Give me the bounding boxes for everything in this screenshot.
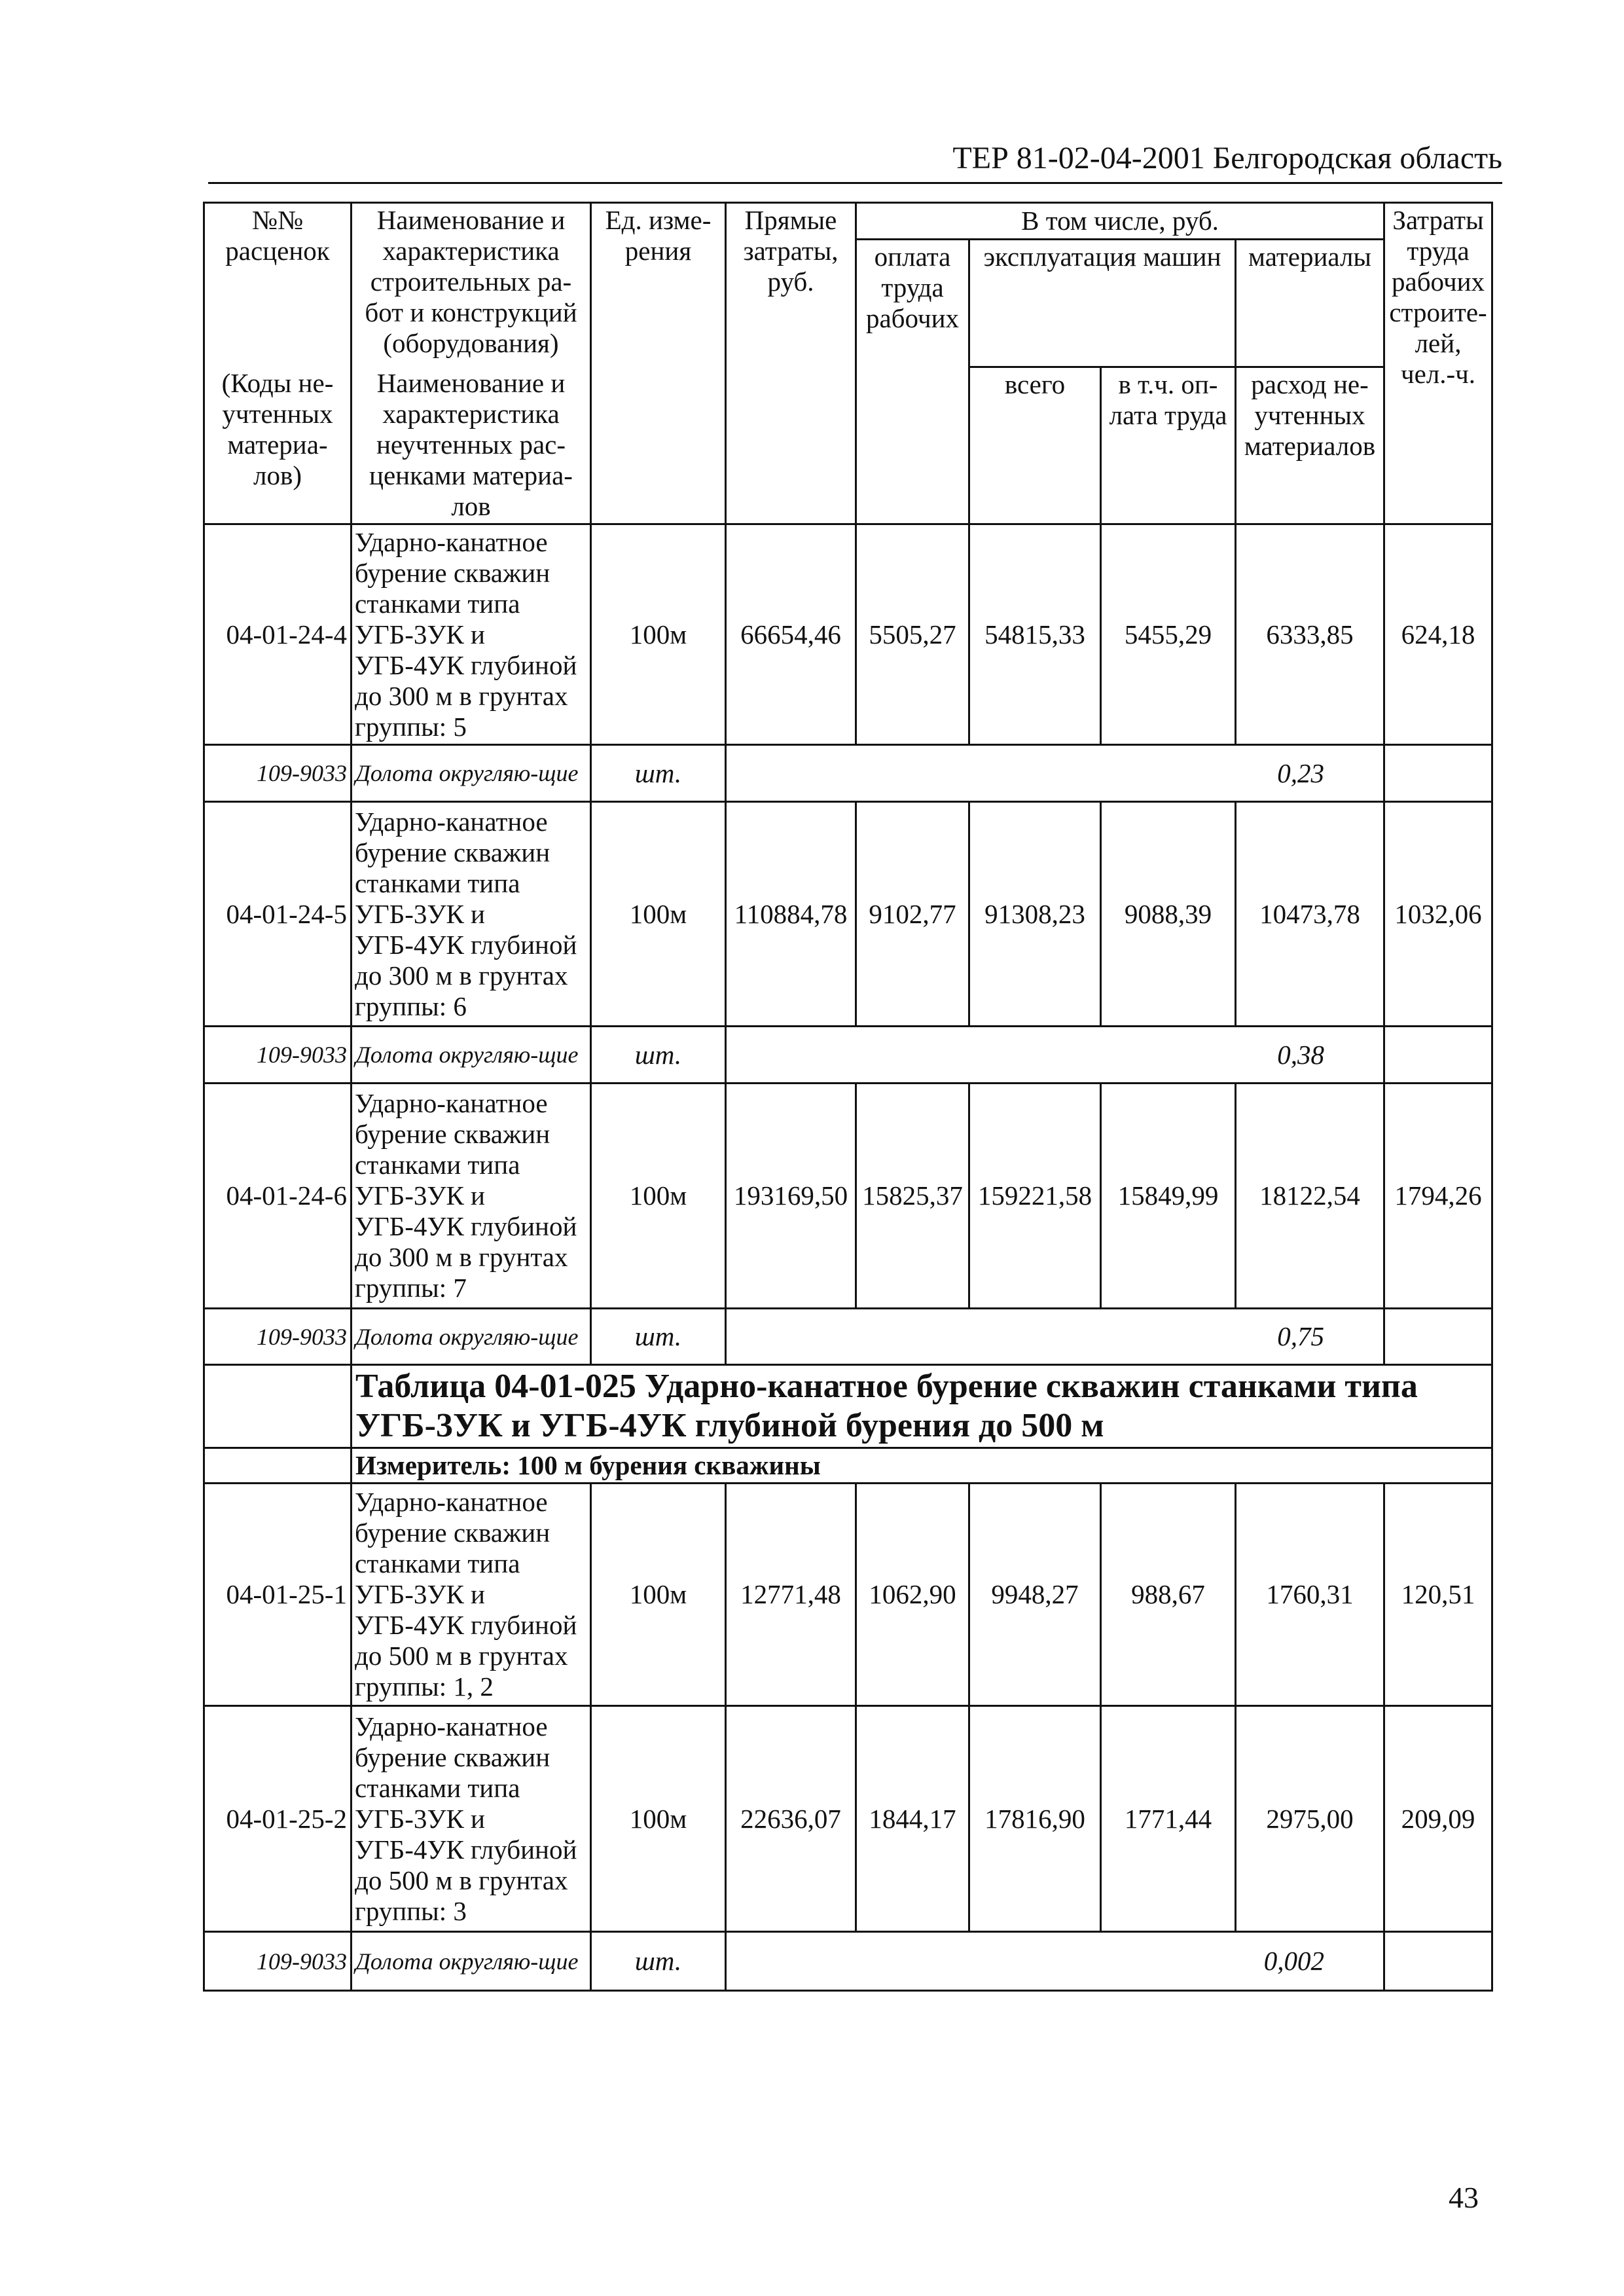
cell-labor-pay: 5505,27 [856, 524, 969, 745]
cell-labor: 1032,06 [1384, 802, 1492, 1027]
section-row [204, 1365, 1492, 1448]
cell-machines-pay: 9088,39 [1101, 802, 1236, 1027]
header-machines-pay: в т.ч. оп-лата труда [1101, 367, 1236, 524]
header-labor-pay: оплата труда рабочих [856, 240, 969, 524]
cell-labor-pay: 9102,77 [856, 802, 969, 1027]
cell-unit: 100м [591, 1084, 726, 1309]
cell-machines-total: 54815,33 [969, 524, 1101, 745]
table-row [204, 1309, 1492, 1365]
cell-unit: 100м [591, 524, 726, 745]
cell-empty [1384, 1932, 1492, 1991]
cell-machines-pay: 988,67 [1101, 1484, 1236, 1706]
page-number: 43 [1449, 2181, 1479, 2214]
table-row [204, 1484, 1492, 1706]
cell-material-name: Долота округляю-щие [352, 1932, 591, 1991]
cell-labor-pay: 1844,17 [856, 1706, 969, 1932]
cell-machines-total: 159221,58 [969, 1084, 1101, 1309]
cell-material-qty: 0,002 [726, 1932, 1384, 1991]
header-name-2: Наименование и характеристика неучтенных рас-ценками материа-лов [352, 367, 591, 524]
cell-unit: 100м [591, 1706, 726, 1932]
cell-name: Ударно-канатное бурение скважин станками типа УГБ-3УК и УГБ-4УК глубиной до 300 м в грунтах группы: 6 [352, 802, 591, 1027]
cell-material-code: 109-9033 [204, 1027, 352, 1084]
header-materials: материалы [1236, 240, 1384, 274]
cell-empty [1384, 1027, 1492, 1084]
cell-name: Ударно-канатное бурение скважин станками типа УГБ-3УК и УГБ-4УК глубиной до 500 м в грунтах группы: 3 [352, 1706, 591, 1932]
cell-material-name: Долота округляю-щие [352, 1309, 591, 1365]
header-rule [208, 182, 1502, 184]
cell-material-name: Долота округляю-щие [352, 1027, 591, 1084]
table-row [204, 802, 1492, 1027]
cell-machines-pay: 5455,29 [1101, 524, 1236, 745]
table-row [204, 745, 1492, 802]
cell-material-qty: 0,23 [726, 745, 1384, 802]
cell-material-unit: шт. [591, 745, 726, 802]
header-spacer [969, 274, 1236, 367]
cell-labor-pay: 1062,90 [856, 1484, 969, 1706]
cell-materials: 1760,31 [1236, 1484, 1384, 1706]
cell-direct: 12771,48 [726, 1484, 856, 1706]
cell-direct: 193169,50 [726, 1084, 856, 1309]
header-code-2: (Коды не-учтенных материа-лов) [204, 367, 352, 524]
cell-labor-pay: 15825,37 [856, 1084, 969, 1309]
cell-materials: 10473,78 [1236, 802, 1384, 1027]
header-machines: эксплуатация машин [969, 240, 1236, 274]
cell-materials: 18122,54 [1236, 1084, 1384, 1309]
table-row [204, 1084, 1492, 1309]
cell-direct: 110884,78 [726, 802, 856, 1027]
cell-machines-total: 17816,90 [969, 1706, 1101, 1932]
cell-direct: 66654,46 [726, 524, 856, 745]
cell-code: 04-01-25-2 [204, 1706, 352, 1932]
cell-materials: 2975,00 [1236, 1706, 1384, 1932]
cell-empty [204, 1448, 352, 1484]
cell-code: 04-01-25-1 [204, 1484, 352, 1706]
cell-name: Ударно-канатное бурение скважин станками типа УГБ-3УК и УГБ-4УК глубиной до 300 м в грунтах группы: 5 [352, 524, 591, 745]
cell-unit: 100м [591, 802, 726, 1027]
cell-labor: 624,18 [1384, 524, 1492, 745]
header-spacer [1236, 274, 1384, 367]
cell-material-code: 109-9033 [204, 1932, 352, 1991]
table-row [204, 1706, 1492, 1932]
cell-machines-total: 91308,23 [969, 802, 1101, 1027]
cell-material-unit: шт. [591, 1027, 726, 1084]
cell-unit: 100м [591, 1484, 726, 1706]
section-measure: Измеритель: 100 м бурения скважины [352, 1448, 1492, 1484]
section-title: Таблица 04-01-025 Ударно-канатное бурение скважин станками типа УГБ-3УК и УГБ-4УК глубиной бурения до 500 м [352, 1365, 1492, 1448]
header-row [204, 203, 1492, 240]
header-machines-total: всего [969, 367, 1101, 524]
cell-machines-pay: 1771,44 [1101, 1706, 1236, 1932]
rates-table [203, 202, 1493, 1992]
header-code: №№ расценок [204, 203, 352, 367]
cell-machines-pay: 15849,99 [1101, 1084, 1236, 1309]
cell-direct: 22636,07 [726, 1706, 856, 1932]
cell-material-qty: 0,75 [726, 1309, 1384, 1365]
cell-materials: 6333,85 [1236, 524, 1384, 745]
table-row [204, 524, 1492, 745]
cell-material-name: Долота округляю-щие [352, 745, 591, 802]
cell-name: Ударно-канатное бурение скважин станками типа УГБ-3УК и УГБ-4УК глубиной до 500 м в грунтах группы: 1, 2 [352, 1484, 591, 1706]
table-row [204, 1027, 1492, 1084]
cell-labor: 120,51 [1384, 1484, 1492, 1706]
header-name: Наименование и характеристика строительных ра-бот и конструкций (оборудования) [352, 203, 591, 367]
table-row [204, 1932, 1492, 1991]
cell-material-unit: шт. [591, 1309, 726, 1365]
header-direct: Прямые затраты, руб. [726, 203, 856, 524]
header-materials-extra: расход не-учтенных материалов [1236, 367, 1384, 524]
cell-material-code: 109-9033 [204, 745, 352, 802]
document-header: ТЕР 81-02-04-2001 Белгородская область [952, 141, 1502, 175]
cell-empty [1384, 745, 1492, 802]
cell-empty [1384, 1309, 1492, 1365]
header-labor: Затраты труда рабочих строите-лей, чел.-ч. [1384, 203, 1492, 524]
header-unit: Ед. изме-рения [591, 203, 726, 524]
cell-labor: 209,09 [1384, 1706, 1492, 1932]
cell-machines-total: 9948,27 [969, 1484, 1101, 1706]
measure-row [204, 1448, 1492, 1484]
cell-labor: 1794,26 [1384, 1084, 1492, 1309]
cell-material-code: 109-9033 [204, 1309, 352, 1365]
cell-code: 04-01-24-4 [204, 524, 352, 745]
cell-code: 04-01-24-6 [204, 1084, 352, 1309]
cell-name: Ударно-канатное бурение скважин станками типа УГБ-3УК и УГБ-4УК глубиной до 300 м в грунтах группы: 7 [352, 1084, 591, 1309]
cell-empty [204, 1365, 352, 1448]
header-including: В том числе, руб. [856, 203, 1384, 240]
cell-code: 04-01-24-5 [204, 802, 352, 1027]
cell-material-qty: 0,38 [726, 1027, 1384, 1084]
cell-material-unit: шт. [591, 1932, 726, 1991]
